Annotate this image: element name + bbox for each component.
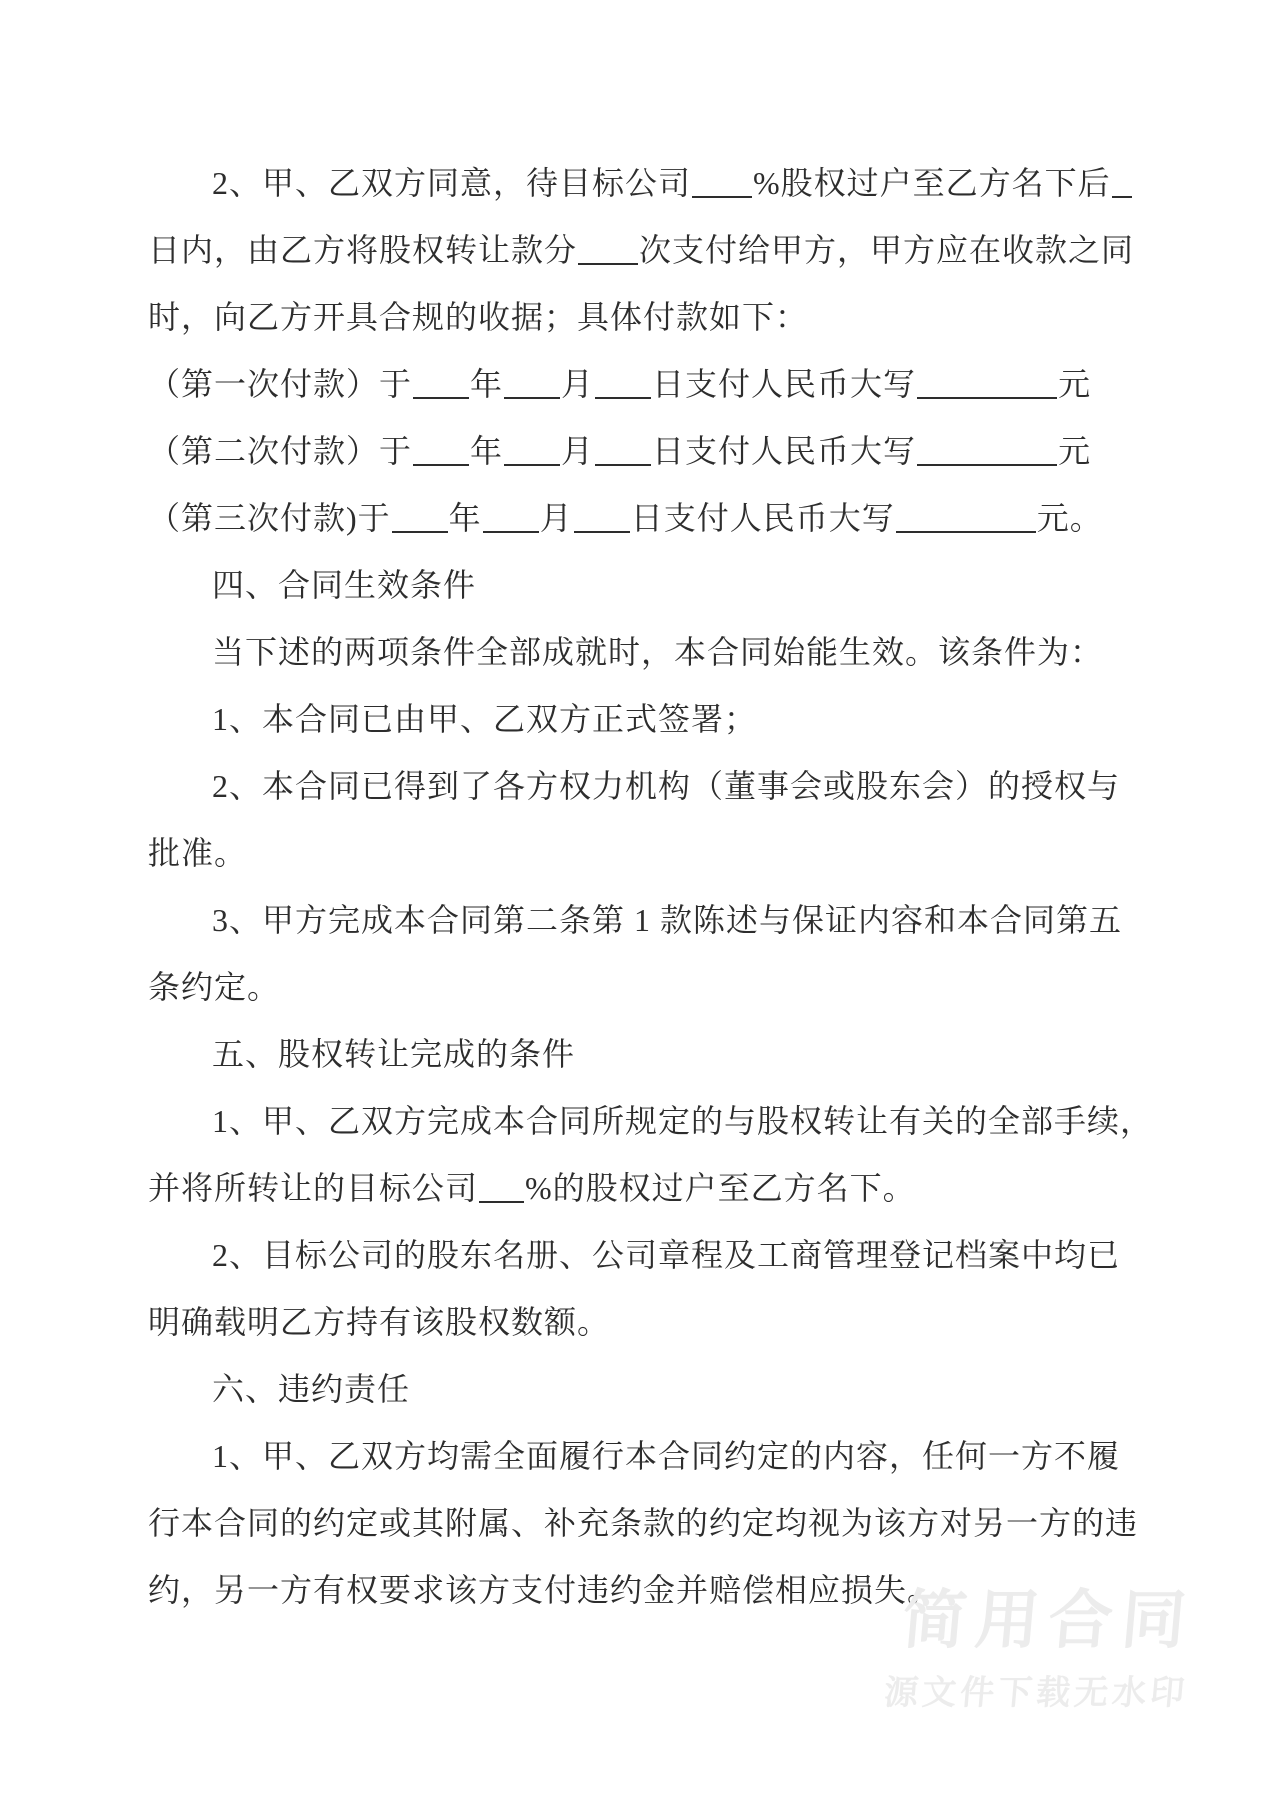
contract-line	[148, 1088, 1154, 1155]
fill-in-blank	[1112, 184, 1132, 198]
watermark-subtitle: 源文件下载无水印	[882, 1674, 1190, 1712]
contract-line	[148, 485, 1148, 552]
contract-text: 约，另一方有权要求该方支付违约金并赔偿相应损失。	[148, 1572, 941, 1608]
contract-line	[148, 284, 1148, 351]
fill-in-blank	[692, 184, 752, 198]
contract-text: 年	[448, 500, 482, 536]
contract-text: 月	[539, 500, 573, 536]
contract-text: 次支付给甲方，甲方应在收款之同	[639, 232, 1135, 268]
contract-line	[148, 619, 1148, 686]
contract-text: 并将所转让的目标公司	[148, 1170, 479, 1206]
fill-in-blank	[413, 452, 469, 466]
contract-line	[148, 954, 1148, 1021]
contract-line	[148, 351, 1148, 418]
contract-line	[148, 820, 1148, 887]
contract-text: 日内，由乙方将股权转让款分	[148, 232, 578, 268]
contract-text: （第一次付款）于	[148, 366, 413, 402]
contract-text: 日支付人民币大写	[652, 433, 917, 469]
contract-text: 2、甲、乙双方同意，待目标公司	[212, 165, 692, 201]
fill-in-blank	[413, 385, 469, 399]
contract-body	[148, 150, 1154, 1624]
contract-text: 日支付人民币大写	[630, 500, 895, 536]
contract-text: 批准。	[148, 835, 248, 871]
contract-line	[148, 1289, 1148, 1356]
contract-text: 2、本合同已得到了各方权力机构（董事会或股东会）的授权与	[212, 768, 1121, 804]
watermark-title: 简用合同	[899, 1584, 1198, 1656]
contract-text: 3、甲方完成本合同第二条第 1 款陈述与保证内容和本合同第五	[212, 902, 1123, 938]
contract-text: 1、甲、乙双方完成本合同所规定的与股权转让有关的全部手续，	[212, 1103, 1154, 1139]
contract-text: 1、甲、乙双方均需全面履行本合同约定的内容，任何一方不履	[212, 1438, 1121, 1474]
fill-in-blank	[483, 519, 539, 533]
contract-text: 六、违约责任	[212, 1371, 411, 1407]
contract-line	[148, 1356, 1148, 1423]
fill-in-blank	[917, 385, 1057, 399]
contract-text: 五、股权转让完成的条件	[212, 1036, 576, 1072]
contract-text: 元	[1058, 366, 1092, 402]
fill-in-blank	[896, 519, 1036, 533]
contract-line	[148, 887, 1148, 954]
fill-in-blank	[574, 519, 630, 533]
contract-line	[148, 217, 1148, 284]
contract-line	[148, 1155, 1148, 1222]
fill-in-blank	[504, 385, 560, 399]
contract-text: %股权过户至乙方名下后	[753, 165, 1111, 201]
contract-text: %的股权过户至乙方名下。	[525, 1170, 916, 1206]
contract-text: 月	[561, 366, 595, 402]
contract-text: 时，向乙方开具合规的收据；具体付款如下：	[148, 299, 809, 335]
contract-line	[148, 1490, 1148, 1557]
contract-text: 月	[561, 433, 595, 469]
contract-text: 元。	[1036, 500, 1103, 536]
contract-text: 年	[470, 433, 504, 469]
contract-text: 日支付人民币大写	[652, 366, 917, 402]
contract-line	[148, 552, 1148, 619]
contract-text: 条约定。	[148, 969, 281, 1005]
fill-in-blank	[578, 251, 638, 265]
fill-in-blank	[595, 385, 651, 399]
contract-text: （第二次付款）于	[148, 433, 413, 469]
contract-text: 行本合同的约定或其附属、补充条款的约定均视为该方对另一方的违	[148, 1505, 1139, 1541]
contract-text: 明确载明乙方持有该股权数额。	[148, 1304, 611, 1340]
contract-line	[148, 1222, 1148, 1289]
fill-in-blank	[595, 452, 651, 466]
contract-text: 当下述的两项条件全部成就时，本合同始能生效。该条件为：	[212, 634, 1104, 670]
contract-line	[148, 150, 1148, 217]
contract-text: 年	[470, 366, 504, 402]
contract-text: 1、本合同已由甲、乙双方正式签署；	[212, 701, 758, 737]
contract-text: （第三次付款)于	[148, 500, 391, 536]
fill-in-blank	[917, 452, 1057, 466]
fill-in-blank	[479, 1189, 524, 1203]
watermark	[882, 1584, 1198, 1712]
contract-text: 元	[1058, 433, 1092, 469]
contract-line	[148, 1423, 1148, 1490]
contract-text: 四、合同生效条件	[212, 567, 477, 603]
contract-line	[148, 1021, 1148, 1088]
contract-line	[148, 686, 1148, 753]
fill-in-blank	[392, 519, 448, 533]
contract-line	[148, 753, 1148, 820]
contract-text: 2、目标公司的股东名册、公司章程及工商管理登记档案中均已	[212, 1237, 1121, 1273]
contract-line	[148, 418, 1148, 485]
fill-in-blank	[504, 452, 560, 466]
